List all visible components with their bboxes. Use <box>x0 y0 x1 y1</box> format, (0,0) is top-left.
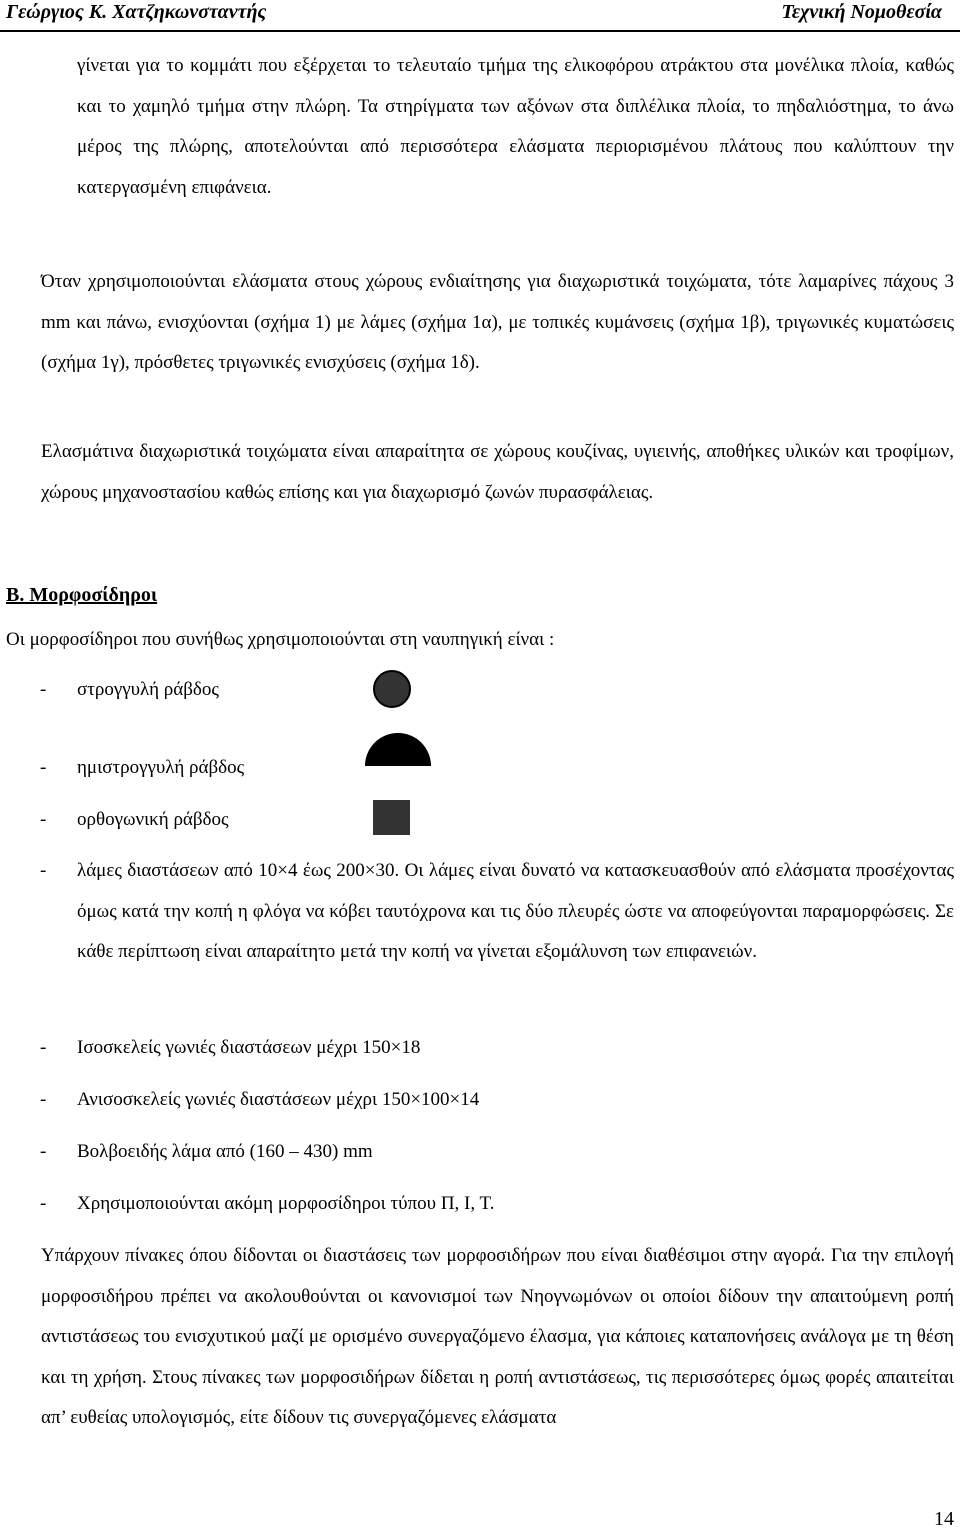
paragraph-2: Όταν χρησιμοποιούνται ελάσματα στους χώρους ενδιαίτησης για διαχωριστικά τοιχώματα, τότε λαμαρίνες πάχους 3 mm και πάνω, ενισχύονται (σχήμα 1) με λάμες (σχήμα 1α), με τοπικές κυμάνσεις (σχήμα 1β), τριγωνικές κυματώσεις (σχήμα 1γ), πρόσθετες τριγωνικές ενισχύσεις (σχήμα 1δ). <box>41 271 954 373</box>
list-dash: - <box>40 1193 47 1214</box>
list-item <box>40 804 954 836</box>
list-item-text: στρογγυλή ράβδος <box>77 679 219 700</box>
list-item-text: Ισοσκελείς γωνιές διαστάσεων μέχρι 150×18 <box>77 1037 421 1058</box>
round-bar-icon <box>373 670 411 708</box>
closing-paragraph: Υπάρχουν πίνακες όπου δίδονται οι διαστάσεις των μορφοσιδήρων που είναι διαθέσιμοι στην αγορά. Για την επιλογή μορφοσιδήρου πρέπει να ακολουθούνται οι κανονισμοί των Νηογνωμόνων οι οποίοι δίδουν την απαιτούμενη ροπή αντιστάσεως του ενισχυτικού μαζί με ορισμένο συνεργαζόμενο έλασμα, για κάποιες καταπονήσεις ανάλογα με τη θέση και τη χρήση. Στους πίνακες των μορφοσιδήρων δίδεται η ροπή αντιστάσεως, τις περισσότερες όμως φορές απαιτείται απ’ ευθείας υπολογισμός, είτε δίδουν τις συνεργαζόμενες ελάσματα <box>41 1245 954 1428</box>
half-round-bar-icon <box>365 733 431 766</box>
list-dash: - <box>40 809 47 830</box>
list-dash: - <box>40 1141 47 1162</box>
list-item <box>40 851 954 973</box>
list-dash: - <box>40 860 47 881</box>
list-item-text: λάμες διαστάσεων από 10×4 έως 200×30. Οι λάμες είναι δυνατό να κατασκευασθούν από ελάσματα προσέχοντας όμως κατά την κοπή η φλόγα να κόβει ταυτόχρονα και τις δύο πλευρές ώστε να αποφεύγονται παραμορφώσεις. Σε κάθε περίπτωση είναι απαραίτητο μετά την κοπή να γίνεται εξομάλυνση των επιφανειών. <box>77 860 954 962</box>
header-author: Γεώργιος Κ. Χατζηκωνσταντής <box>6 1 267 23</box>
list-item-text: ορθογωνική ράβδος <box>77 809 229 830</box>
page-header <box>0 0 960 32</box>
paragraph-3: Ελασμάτινα διαχωριστικά τοιχώματα είναι απαραίτητα σε χώρους κουζίνας, υγιεινής, αποθήκες υλικών και τροφίμων, χώρους μηχανοστασίου καθώς επίσης και για διαχωρισμό ζωνών πυρασφάλειας. <box>41 441 954 503</box>
section-intro: Οι μορφοσίδηροι που συνήθως χρησιμοποιούνται στη ναυπηγική είναι : <box>6 629 555 650</box>
list-item <box>40 1084 954 1116</box>
section-heading: Β. Μορφοσίδηροι <box>6 584 158 606</box>
page-number: 14 <box>934 1508 954 1530</box>
list-dash: - <box>40 679 47 700</box>
list-item <box>40 1136 954 1168</box>
list-item-text: Ανισοσκελείς γωνιές διαστάσεων μέχρι 150×100×14 <box>77 1089 480 1110</box>
paragraph-1: γίνεται για το κομμάτι που εξέρχεται το τελευταίο τμήμα της ελικοφόρου ατράκτου στα μονέλικα πλοία, καθώς και το χαμηλό τμήμα στην πλώρη. Τα στηρίγματα των αξόνων στα διπλέλικα πλοία, το πηδαλιόστημα, το άνω μέρος της πλώρης, αποτελούνται από περισσότερα ελάσματα περιορισμένου πλάτους που καλύπτουν την κατεργασμένη επιφάνεια. <box>77 55 954 198</box>
list-item <box>40 1188 954 1220</box>
list-item <box>40 752 954 784</box>
list-item-text: ημιστρογγυλή ράβδος <box>77 757 245 778</box>
list-item <box>40 674 954 706</box>
list-dash: - <box>40 1037 47 1058</box>
list-dash: - <box>40 757 47 778</box>
list-dash: - <box>40 1089 47 1110</box>
rectangular-bar-icon <box>373 800 410 835</box>
list-item-text: Βολβοειδής λάμα από (160 – 430) mm <box>77 1141 373 1162</box>
header-subject: Τεχνική Νομοθεσία <box>781 1 942 23</box>
list-item-text: Χρησιμοποιούνται ακόμη μορφοσίδηροι τύπου Π, Ι, Τ. <box>77 1193 495 1214</box>
list-item <box>40 1032 954 1064</box>
